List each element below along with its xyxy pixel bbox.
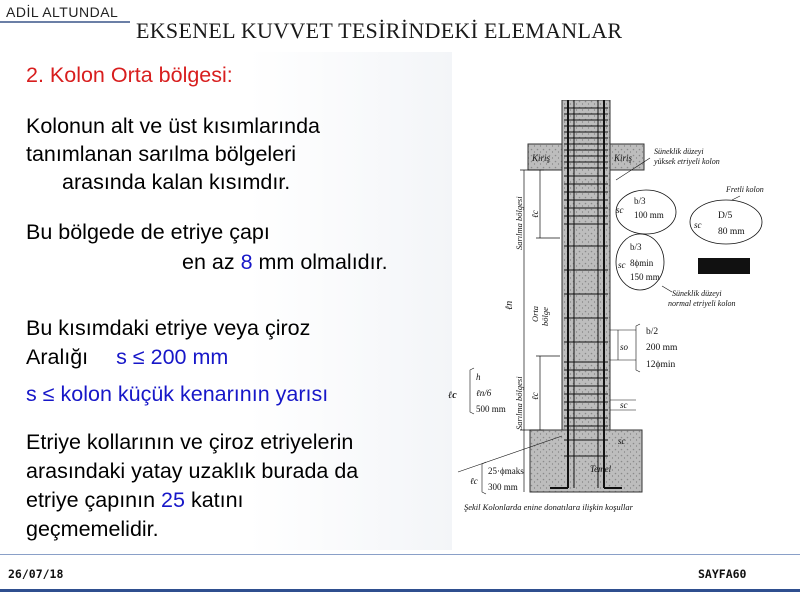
sc-foundation-label: sc: [618, 436, 626, 446]
foundation-label: Temel: [590, 464, 612, 474]
so-label: so: [620, 342, 629, 352]
eq2-s: sc: [694, 220, 702, 230]
diagram-caption: Şekil Kolonlarda enine donatılara ilişkin koşullar: [464, 502, 633, 512]
eq3-a: b/3: [630, 242, 642, 252]
footer-rule-top: [0, 554, 800, 555]
eq1-b: 100 mm: [634, 210, 664, 220]
sc-bottom-label: sc: [620, 400, 628, 410]
beam-right-label: Kiriş: [614, 153, 633, 163]
footer-date: 26/07/18: [8, 567, 64, 581]
black-bar-marker: [698, 258, 750, 274]
eq6-l: ℓc: [470, 476, 478, 486]
eq6-b: 300 mm: [488, 482, 518, 492]
footer-page-number: SAYFA60: [698, 567, 747, 581]
eq6-a: 25·ϕmaks: [488, 466, 524, 476]
diameter-multiplier: 25: [161, 488, 185, 512]
eq4-c: 12ϕmin: [646, 360, 676, 370]
top-zone-label: Sarılma bölgesi: [514, 196, 524, 250]
eq1-sc: sc: [616, 205, 624, 215]
paragraph4-post: katını: [184, 488, 244, 512]
eq5-b: ℓn/6: [476, 388, 492, 398]
paragraph4-pre: etriye çapının: [26, 488, 162, 512]
eq1-a: b/3: [634, 196, 646, 206]
lc-inequality-label: ℓc: [448, 390, 457, 401]
eq4-b: 200 mm: [646, 343, 678, 353]
eq3-c: 150 mm: [630, 272, 660, 282]
paragraph2-line2: [182, 248, 388, 276]
paragraph2-line1: Bu bölgede de etriye çapı: [26, 220, 270, 244]
eq5-a: h: [476, 372, 481, 382]
paragraph3-line2: [26, 343, 228, 371]
paragraph2-post: mm olmalıdır.: [252, 250, 388, 274]
eq2-b: 80 mm: [718, 227, 745, 237]
title-rule: [0, 21, 130, 23]
spiral-column-label: Fretli kolon: [726, 185, 764, 194]
eq3-sc: sc: [618, 260, 626, 270]
beam-left-label: Kiriş: [532, 153, 551, 163]
paragraph1-line2: tanımlanan sarılma bölgeleri: [26, 142, 297, 166]
mid-zone-label-2: bölge: [540, 307, 550, 326]
eq4-a: b/2: [646, 327, 659, 337]
ductility-normal-label-1: Süneklik düzeyi: [672, 289, 722, 298]
spacing-label: Aralığı: [26, 345, 89, 369]
ln-label: ℓn: [504, 300, 515, 310]
lc-top-label: ℓc: [530, 210, 540, 218]
min-diameter-value: 8: [240, 250, 253, 274]
lc-bottom-label: ℓc: [530, 392, 540, 400]
paragraph4-line3: [26, 486, 244, 514]
bottom-zone-label: Sarılma bölgesi: [514, 376, 524, 430]
ductility-high-label-1: Süneklik düzeyi: [654, 147, 704, 156]
ductility-normal-label-2: normal etriyeli kolon: [668, 299, 736, 308]
column-reinforcement-diagram: [440, 100, 800, 520]
eq2-a: D/5: [718, 211, 733, 221]
section-title: 2. Kolon Orta bölgesi:: [26, 63, 233, 87]
paragraph3-line1: Bu kısımdaki etriye veya çiroz: [26, 316, 311, 340]
paragraph1-line1: Kolonun alt ve üst kısımlarında: [26, 114, 320, 138]
footer-rule-bottom: [0, 589, 800, 592]
paragraph3-line3: s ≤ kolon küçük kenarının yarısı: [26, 382, 329, 406]
eq3-b: 8ϕmin: [630, 258, 654, 268]
paragraph4-line1: Etriye kollarının ve çiroz etriyelerin: [26, 430, 354, 454]
author-label: ADİL ALTUNDAL: [6, 4, 119, 20]
paragraph1-line3: arasında kalan kısımdır.: [62, 170, 291, 194]
spacing-limit: s ≤ 200 mm: [116, 345, 229, 369]
slide-title: EKSENEL KUVVET TESİRİNDEKİ ELEMANLAR: [136, 18, 623, 43]
ductility-high-label-2: yüksek etriyeli kolon: [654, 157, 720, 166]
paragraph2-pre: en az: [182, 250, 241, 274]
mid-zone-label-1: Orta: [530, 305, 540, 322]
eq5-c: 500 mm: [476, 404, 506, 414]
paragraph4-line4: geçmemelidir.: [26, 517, 159, 541]
paragraph4-line2: arasındaki yatay uzaklık burada da: [26, 459, 359, 483]
